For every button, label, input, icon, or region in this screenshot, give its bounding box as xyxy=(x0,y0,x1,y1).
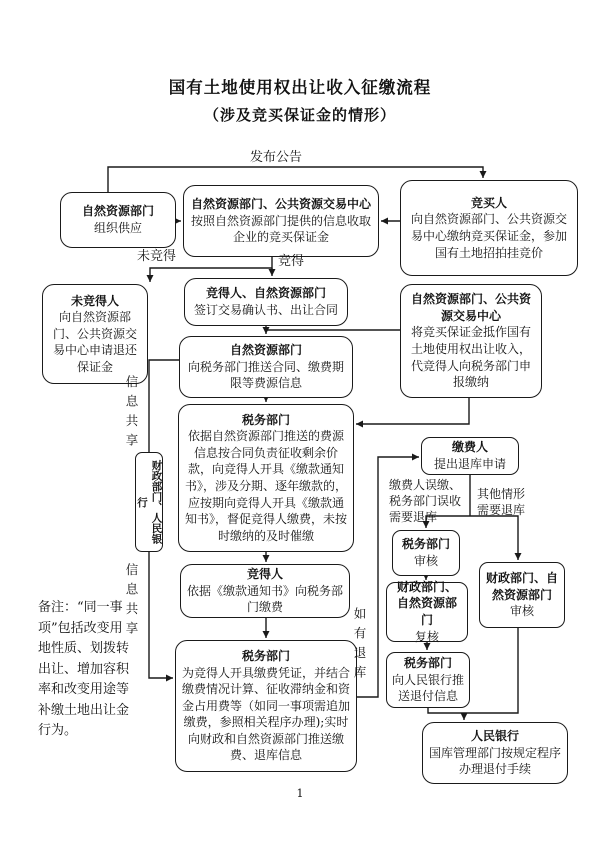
box-bidder-title: 竞买人 xyxy=(470,195,507,210)
box-losing-bidder xyxy=(42,284,148,384)
box-push-fee-info-title: 自然资源部门 xyxy=(229,343,302,358)
box-bidder-body: 向自然资源部门、公共资源交易中心缴纳竞买保证金，参加国有土地招拍挂竞价 xyxy=(410,212,567,260)
box-tax-voucher xyxy=(175,640,357,772)
box-tax-review-body: 审核 xyxy=(413,554,438,568)
label-refund-if-any: 如有退库 xyxy=(352,607,367,685)
box-tax-review xyxy=(392,530,460,576)
box-tax-collect xyxy=(178,404,354,552)
box-tax-voucher-body: 为竞得人开具缴费凭证，并结合缴费情况计算、征收滞纳金和资金占用费等（如同一事项需追加缴费，参照相关程序办理);实时向财政和自然资源部门推送缴费、退库信息 xyxy=(181,665,350,763)
box-tax-collect-body: 依据自然资源部门推送的费源信息按合同负责征收剩余价款，向竞得人开具《缴款通知书》，涉及分期、逐年缴款的，应按期向竞得人开具《缴款通知书》，督促竞得人缴费，未按时缴纳的及时催缴 xyxy=(184,429,347,543)
box-tax-push-refund-body: 向人民银行推送退付信息 xyxy=(392,672,465,704)
box-tax-push-refund-title: 税务部门 xyxy=(403,656,452,671)
label-other-refund: 其他情形需要退库 xyxy=(477,487,526,518)
box-winning-bidder-pay-body: 依据《缴款通知书》向税务部门缴费 xyxy=(186,583,343,615)
box-pboc-body: 国库管理部门按规定程序办理退付手续 xyxy=(428,745,561,777)
box-sign-contract-title: 竞得人、自然资源部门 xyxy=(205,286,326,301)
box-finance-recheck xyxy=(386,579,468,644)
box-winning-bidder-pay xyxy=(180,564,350,618)
label-won: 竞得 xyxy=(278,254,305,269)
box-pboc xyxy=(422,722,568,784)
box-payer-refund-request xyxy=(421,437,519,475)
box-pboc-title: 人民银行 xyxy=(470,729,519,744)
box-collect-deposit-title: 自然资源部门、公共资源交易中心 xyxy=(190,197,371,212)
box-deposit-offset-body: 将竞买保证金抵作国有土地使用权出让收入，代竞得人向税务部门申报缴纳 xyxy=(410,325,531,390)
box-losing-bidder-title: 未竞得人 xyxy=(70,293,119,308)
box-tax-collect-title: 税务部门 xyxy=(241,412,290,427)
box-finance-recheck-body: 复核 xyxy=(414,629,439,644)
box-sign-contract-body: 签订交易确认书、出让合同 xyxy=(193,303,338,317)
note-remark: 备注：“同一事项”包括改变用地性质、划拨转出让、增加容积率和改变用途等补缴土地出让金行为。 xyxy=(38,600,130,739)
box-bidder xyxy=(400,180,578,276)
box-finance-pboc-channel: 财政部门、人民银行 xyxy=(135,452,163,552)
label-mispaid-refund: 缴费人误缴、税务部门误收需要退库 xyxy=(389,478,462,525)
box-finance-review xyxy=(479,562,565,628)
box-tax-review-title: 税务部门 xyxy=(401,537,450,552)
box-losing-bidder-body: 向自然资源部门、公共资源交易中心申请退还保证金 xyxy=(52,310,137,374)
box-collect-deposit-body: 按照自然资源部门提供的信息收取企业的竞买保证金 xyxy=(190,213,371,245)
box-deposit-offset xyxy=(400,284,542,398)
page-number: 1 xyxy=(296,787,304,800)
box-organize-supply-title: 自然资源部门 xyxy=(81,204,154,219)
box-organize-supply-body: 组织供应 xyxy=(93,221,142,235)
box-finance-recheck-title: 财政部门、自然资源部门 xyxy=(396,579,457,627)
box-collect-deposit xyxy=(183,185,379,257)
box-organize-supply xyxy=(60,192,176,248)
page-subtitle: （涉及竞买保证金的情形） xyxy=(203,106,396,124)
label-info-share-top: 信息共享 xyxy=(124,375,139,453)
box-tax-voucher-title: 税务部门 xyxy=(241,649,290,664)
box-winning-bidder-pay-title: 竞得人 xyxy=(246,567,283,582)
box-push-fee-info-body: 向税务部门推送合同、缴费期限等费源信息 xyxy=(187,359,344,391)
label-publish-notice: 发布公告 xyxy=(250,150,303,165)
box-sign-contract xyxy=(184,278,348,326)
label-info-share-bottom: 信息共享 xyxy=(124,563,139,641)
box-finance-review-body: 审核 xyxy=(509,604,534,619)
box-deposit-offset-title: 自然资源部门、公共资源交易中心 xyxy=(410,292,531,323)
box-payer-refund-request-body: 提出退库申请 xyxy=(433,457,506,471)
box-finance-review-title: 财政部门、自然资源部门 xyxy=(485,571,558,602)
box-tax-push-refund xyxy=(386,652,470,708)
page-title: 国有土地使用权出让收入征缴流程 xyxy=(168,78,432,97)
box-payer-refund-request-title: 缴费人 xyxy=(451,440,488,455)
box-push-fee-info xyxy=(179,336,353,398)
label-not-won: 未竞得 xyxy=(137,249,177,264)
